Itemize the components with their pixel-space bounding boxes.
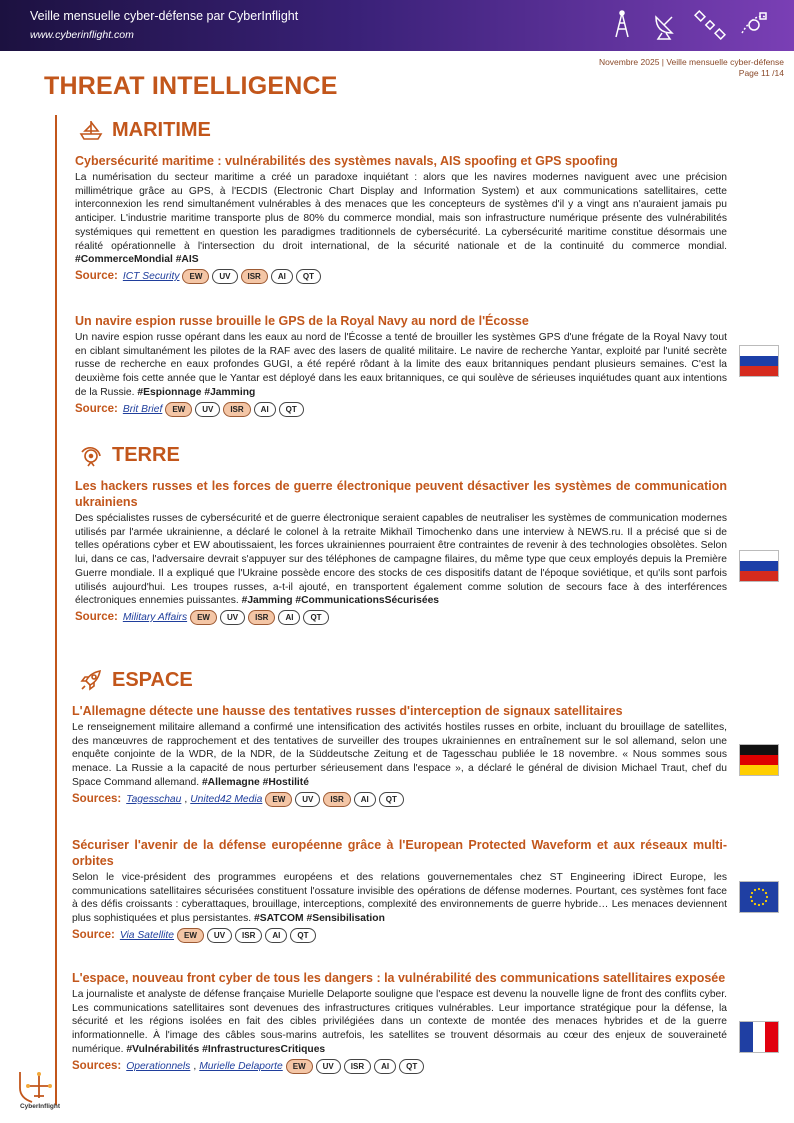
article-body: Le renseignement militaire allemand a confirmé une intensification des activités hostiles russes en orbite, incluant du brouillage de satellites, des manœuvres de rapprochement et des tentatives de surveiller des troupes ukrainiennes en entraînement sur le sol allemand, selon une enquête conjointe de la WDR, de la NDR, de la Süddeutsche Zeitung et de Tagesschau publiée le 18 novembre. « Nous sommes sous menace. La Russie a la capacité de nous perturber sérieusement dans l'espace », a déclaré le général de division Michael Traut, chef du Space Command allemand. #Allemagne #Hostilité [72, 722, 727, 788]
tag-badge: ISR [344, 1059, 371, 1074]
tag-badge: ISR [248, 610, 275, 625]
source-link[interactable]: Brit Brief [122, 403, 163, 415]
article-title: Les hackers russes et les forces de guerre électronique peuvent désactiver les systèmes de communication ukrainiens [75, 479, 727, 509]
page-title: THREAT INTELLIGENCE [44, 72, 338, 100]
section-label: TERRE [112, 443, 180, 466]
tag-badge: QT [290, 928, 315, 943]
logo-text: CyberInflight [19, 1103, 61, 1110]
article-body: La journaliste et analyste de défense française Murielle Delaporte souligne que l'espace est devenu la nouvelle ligne de front des conflits cyber. Les communications satellitaires sont devenues des infrastructures critiques vulnérables. Leur importance stratégique pour la défense, la sécurité et les régions isolées en fait des cibles privilégiées dans un contexte de montée des menaces hybrides et de la guerre informationnelle. À l'image des câbles sous-marins autrefois, les satellites se trouvent désormais au cœur des enjeux de souveraineté numérique. #Vulnérabilités #InfrastructuresCritiques [72, 989, 727, 1055]
issue-date: Novembre 2025 | Veille mensuelle cyber-défense [598, 57, 784, 67]
article-body: La numérisation du secteur maritime a créé un paradoxe inquiétant : alors que les navires modernes naviguent avec une précision millimétrique grâce au GPS, à l'ECDIS (Electronic Chart Display and Information System) et aux communications satellitaires, cette interconnexion les rend simultanément vulnérables à des menaces que les concepteurs de systèmes d'il y a vingt ans n'auraient jamais pu anticiper. L'industrie maritime transporte plus de 80% du commerce mondial, mais son infrastructure numérique présente des vulnérabilités systémiques qui remettent en question les paradigmes traditionnels de cybersécurité. La cybersécurité maritime constitue désormais une réalité opérationnelle à l'intersection du droit international, de la sécurité nationale et de la continuité du commerce mondial. #CommerceMondial #AIS [75, 172, 727, 266]
plane-shield-icon [16, 1068, 62, 1104]
tag-badge: ISR [241, 269, 268, 284]
source-link[interactable]: Military Affairs [122, 611, 188, 623]
tag-badge: AI [374, 1059, 396, 1074]
tag-badge: AI [354, 792, 376, 807]
tag-badge: ISR [223, 402, 250, 417]
tag-badge: QT [303, 610, 328, 625]
rocket-icon [78, 667, 104, 693]
tag-badge: QT [399, 1059, 424, 1074]
section-label: MARITIME [112, 118, 211, 141]
ship-icon [78, 117, 104, 143]
header-website: www.cyberinflight.com [30, 29, 134, 41]
tag-badge: ISR [323, 792, 350, 807]
article-sources: Source: Via Satellite EW UV ISR AI QT [72, 928, 727, 943]
tag-badge: EW [177, 928, 204, 943]
tag-badge: EW [165, 402, 192, 417]
section-espace [78, 667, 193, 693]
tag-badge: UV [295, 792, 320, 807]
tag-badge: QT [296, 269, 321, 284]
tag-badge: UV [207, 928, 232, 943]
article-body: Selon le vice-président des programmes européens et des relations gouvernementales chez ST Engineering iDirect Europe, les communications satellitaires sécurisées constituent l'ossature invisible des opérations de défense modernes. Pourtant, ces systèmes font face à des défis croissants : cyberattaques, brouillage, interceptions, complexité des environnements de guerre hybride… Les menaces deviennent plus sophistiquées et plus persistantes. #SATCOM #Sensibilisation [72, 872, 727, 925]
source-link[interactable]: Operationnels [126, 1060, 191, 1072]
cyberinflight-logo [16, 1068, 62, 1114]
article-sources: Sources: Tagesschau , United42 Media EW UV ISR AI QT [72, 792, 727, 807]
section-terre [78, 442, 180, 468]
source-link[interactable]: Via Satellite [119, 929, 175, 941]
tag-badge: UV [316, 1059, 341, 1074]
eu-flag [739, 881, 779, 913]
article [75, 478, 727, 625]
article-title: Cybersécurité maritime : vulnérabilités des systèmes navals, AIS spoofing et GPS spoofing [75, 154, 618, 168]
tag-badge: EW [265, 792, 292, 807]
tag-badge: AI [265, 928, 287, 943]
tag-badge: QT [379, 792, 404, 807]
article-sources: Source: Brit Brief EW UV ISR AI QT [75, 402, 727, 417]
russia-flag [739, 550, 779, 582]
tag-badge: AI [271, 269, 293, 284]
source-link[interactable]: ICT Security [122, 270, 180, 282]
tag-badge: UV [212, 269, 237, 284]
tag-badge: EW [182, 269, 209, 284]
header-title: Veille mensuelle cyber-défense par CyberInflight [30, 9, 299, 23]
article-body: Un navire espion russe opérant dans les eaux au nord de l'Écosse a tenté de brouiller les systèmes GPS d'une frégate de la Royal Navy tout en ciblant simultanément les pilotes de la RAF avec des lasers de qualité militaire. Le navire de recherche Yantar, exploité par l'unité secrète russe de recherche en eaux profondes GUGI, a été repéré rôdant à la limite des eaux britanniques pendant plusieurs semaines. C'est la deuxième fois cette année que le Yantar est déployé dans les eaux britanniques, ce qui soulève de sérieuses inquiétudes quant aux intentions de la Russie. #Espionnage #Jamming [75, 332, 727, 398]
radar-icon [78, 442, 104, 468]
orbit-satellite-icon [738, 9, 770, 41]
tag-badge: ISR [235, 928, 262, 943]
article [75, 153, 727, 284]
page-number: Page 11 /14 [738, 68, 784, 78]
page-meta [599, 57, 784, 79]
section-maritime [78, 117, 211, 143]
article-title: Un navire espion russe brouille le GPS de la Royal Navy au nord de l'Écosse [75, 314, 529, 328]
header-banner [0, 0, 794, 51]
tag-badge: AI [254, 402, 276, 417]
tag-badge: UV [195, 402, 220, 417]
france-flag [739, 1021, 779, 1053]
satellite-dish-icon [650, 9, 682, 41]
article-title: L'espace, nouveau front cyber de tous les dangers : la vulnérabilité des communications satellitaires exposée [72, 971, 726, 985]
tag-badge: AI [278, 610, 300, 625]
satellite-icon [694, 9, 726, 41]
tag-badge: UV [220, 610, 245, 625]
article-sources: Source: Military Affairs EW UV ISR AI QT [75, 610, 727, 625]
article [72, 703, 727, 807]
source-link[interactable]: Murielle Delaporte [199, 1060, 283, 1072]
article [75, 313, 727, 417]
germany-flag [739, 744, 779, 776]
section-label: ESPACE [112, 668, 193, 691]
article [72, 837, 727, 943]
source-link[interactable]: United42 Media [190, 793, 263, 805]
tag-badge: QT [279, 402, 304, 417]
article-body: Des spécialistes russes de cybersécurité et de guerre électronique seraient capables de neutraliser les systèmes de communication modernes utilisés par l'armée ukrainienne, a déclaré le colonel à la retraite Mikhaïl Timochenko dans une interview à NEWS.ru. Il a précisé que si de telles opérations cyber et EW aboutissaient, les forces ukrainiennes pourraient être contraintes de revenir à des technologies obsolètes. Selon lui, dans ce cas, l'adversaire devrait s'appuyer sur des téléphones de campagne filaires, du même type que ceux employés depuis la Première Guerre mondiale. Il a expliqué que l'Ukraine possède encore des stocks de ces dispositifs datant de l'époque soviétique, et qu'ils sont parfois utilisés aujourd'hui. Les troupes russes, a-t-il ajouté, en transportent également comme solution de secours face à des interférences électroniques ennemies puissantes. #Jamming #CommunicationsSécurisées [75, 513, 727, 607]
article-title: Sécuriser l'avenir de la défense européenne grâce à l'European Protected Waveform et aux réseaux multi-orbites [72, 838, 727, 868]
tag-badge: EW [286, 1059, 313, 1074]
section-rule [55, 115, 57, 1105]
source-link[interactable]: Tagesschau [126, 793, 182, 805]
article-sources: Sources: Operationnels , Murielle Delaporte EW UV ISR AI QT [72, 1059, 727, 1074]
radar-tower-icon [606, 9, 638, 41]
article-sources: Source: ICT Security EW UV ISR AI QT [75, 269, 727, 284]
tag-badge: EW [190, 610, 217, 625]
russia-flag [739, 345, 779, 377]
article [72, 970, 727, 1074]
article-title: L'Allemagne détecte une hausse des tentatives russes d'interception de signaux satellitaires [72, 704, 623, 718]
